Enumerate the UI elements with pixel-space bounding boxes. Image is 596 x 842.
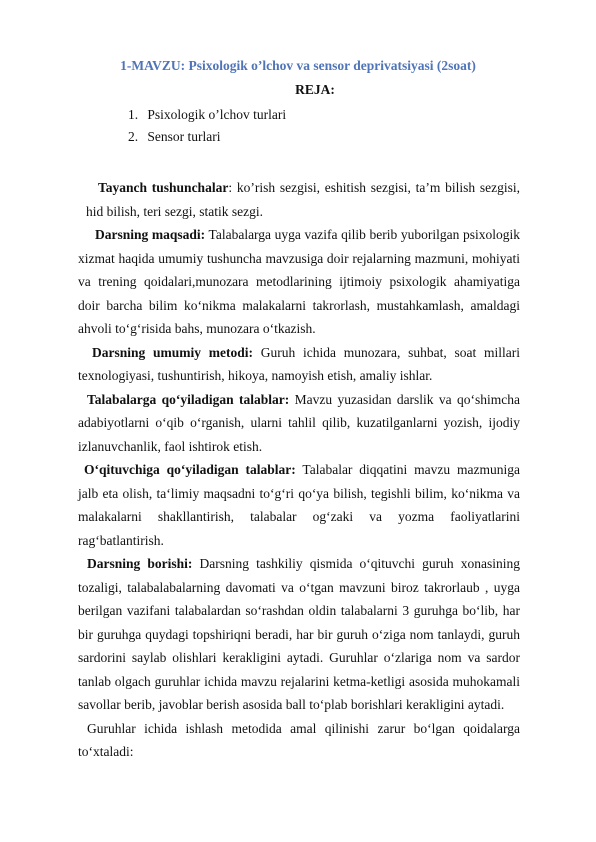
lesson-goal-label: Darsning maqsadi:	[95, 227, 206, 242]
plan-item-text: Psixologik o’lchov turlari	[147, 107, 287, 122]
lesson-flow-label: Darsning borishi:	[87, 556, 193, 571]
teacher-requirements-label: O‘qituvchiga qo‘yiladigan talablar:	[84, 462, 296, 477]
document-body	[78, 176, 520, 764]
student-requirements-text: Mavzu yuzasidan darslik va qo‘shimcha adabiyotlarni o‘qib o‘rganish, ularni tahlil qilib, kuzatilganlarni yozish, ijodiy izlanuvchanlik, faol ishtirok etish.	[78, 391, 521, 454]
student-requirements-paragraph	[78, 388, 520, 459]
document-title: 1-MAVZU: Psixologik o’lchov va sensor deprivatsiyasi (2soat)	[120, 58, 476, 73]
lesson-method-paragraph	[78, 341, 520, 388]
plan-item-number: 2.	[128, 129, 139, 144]
plan-item	[128, 126, 286, 148]
student-requirements-label: Talabalarga qo‘yiladigan talablar:	[87, 391, 290, 407]
teacher-requirements-text: Talabalar diqqatini mavzu mazmuniga jalb eta olish, ta‘limiy maqsadni to‘g‘ri qo‘ya bilish, tegishli bilim, ko‘nikma va malakalarni shakllantirish, talabalar og‘zaki va yozma faoliyatlarini rag‘batlantirish.	[78, 462, 521, 548]
plan-item-text: Sensor turlari	[147, 129, 221, 144]
lesson-method-label: Darsning umumiy metodi:	[92, 344, 254, 360]
key-concepts-paragraph	[78, 176, 520, 223]
lesson-flow-text: Darsning tashkiliy qismida o‘qituvchi guruh xonasining tozaligi, talabalabalarning davomati va o‘tgan mavzuni biroz takrorlaub , uyga berilgan vazifani talabalardan so‘rashdan oldin talabalarni 3 guruhga bo‘lib, har bir guruhga quydagi topshiriqni beradi, har bir guruh o‘ziga nom tanlaydi, guruh sardorini saylab olishlari kerakligini aytadi. Guruhlar o‘zlariga nom va sardor tanlab olgach guruhlar ichida mavzu rejalarini ketma-ketligi asosida muhokamali savollar berib, javoblar berish asosida ball to‘plab borishlari kerakligini aytadi.	[78, 556, 520, 712]
teacher-requirements-paragraph	[78, 458, 520, 552]
plan-heading: REJA:	[295, 82, 335, 97]
plan-list	[128, 104, 286, 148]
key-concepts-text: : ko’rish sezgisi, eshitish sezgisi, ta’m bilish sezgisi, hid bilish, teri sezgi, statik sezgi.	[86, 180, 520, 219]
lesson-goal-paragraph	[78, 223, 520, 341]
lesson-method-text: Guruh ichida munozara, suhbat, soat millari texnologiyasi, tushuntirish, hikoya, namoyish etish, amaliy ishlar.	[78, 344, 521, 383]
group-rules-paragraph: Guruhlar ichida ishlash metodida amal qilinishi zarur bo‘lgan qoidalarga to‘xtaladi:	[78, 720, 520, 759]
plan-item-number: 1.	[128, 107, 139, 122]
lesson-flow-paragraph	[78, 552, 520, 717]
plan-item	[128, 104, 286, 126]
key-concepts-label: Tayanch tushunchalar	[98, 180, 229, 195]
lesson-goal-text: Talabalarga uyga vazifa qilib berib yuborilgan psixologik xizmat haqida umumiy tushuncha mavzusiga doir rejalarning mazmuni, mohiyati va trening qoidalari,munozara metodlarining ijtimoiy psixologik ahamiyatiga doir barcha bilim ko‘nikma malakalarni takrorlash, mustahkamlash, amaldagi ahvoli to‘g‘risida bahs, munozara o‘tkazish.	[78, 227, 520, 336]
